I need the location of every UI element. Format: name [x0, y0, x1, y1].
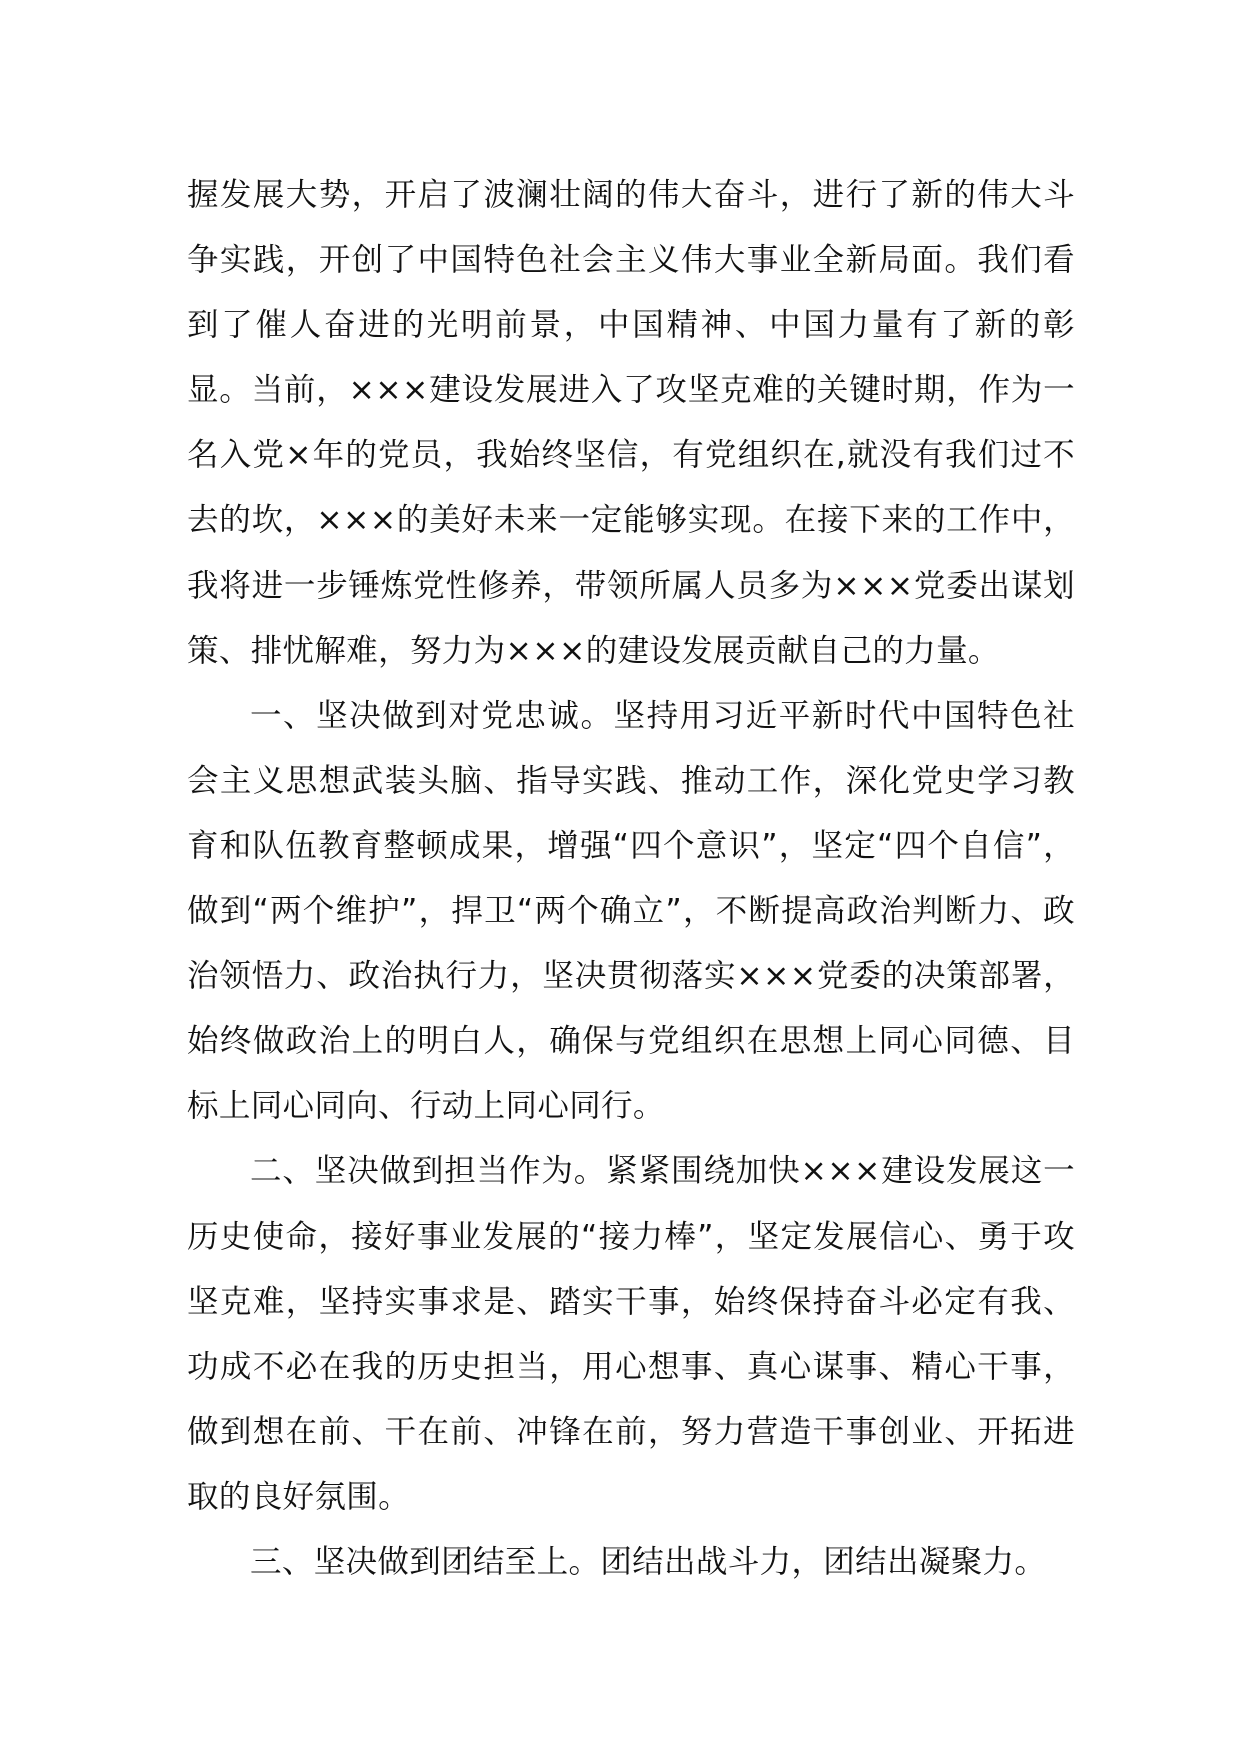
- document-body: [187, 163, 1075, 1595]
- paragraph-loyalty: 一、坚决做到对党忠诚。坚持用习近平新时代中国特色社会主义思想武装头脑、指导实践、推动工作，深化党史学习教育和队伍教育整顿成果，增强“四个意识”，坚定“四个自信”，做到“两个维护”，捍卫“两个确立”，不断提高政治判断力、政治领悟力、政治执行力，坚决贯彻落实×××党委的决策部署，始终做政治上的明白人，确保与党组织在思想上同心同德、目标上同心同向、行动上同心同行。: [187, 697, 1075, 1125]
- paragraph-unity: 三、坚决做到团结至上。团结出战斗力，团结出凝聚力。: [250, 1543, 1047, 1580]
- paragraph-responsibility: 二、坚决做到担当作为。紧紧围绕加快×××建设发展这一历史使命，接好事业发展的“接力棒”，坚定发展信心、勇于攻坚克难，坚持实事求是、踏实干事，始终保持奋斗必定有我、功成不必在我的历史担当，用心想事、真心谋事、精心干事，做到想在前、干在前、冲锋在前，努力营造干事创业、开拓进取的良好氛围。: [187, 1153, 1075, 1515]
- paragraph-continued: 握发展大势，开启了波澜壮阔的伟大奋斗，进行了新的伟大斗争实践，开创了中国特色社会主义伟大事业全新局面。我们看到了催人奋进的光明前景，中国精神、中国力量有了新的彰显。当前，×××建设发展进入了攻坚克难的关键时期，作为一名入党×年的党员，我始终坚信，有党组织在,就没有我们过不去的坎，×××的美好未来一定能够实现。在接下来的工作中，我将进一步锤炼党性修养，带领所属人员多为×××党委出谋划策、排忧解难，努力为×××的建设发展贡献自己的力量。: [187, 177, 1075, 669]
